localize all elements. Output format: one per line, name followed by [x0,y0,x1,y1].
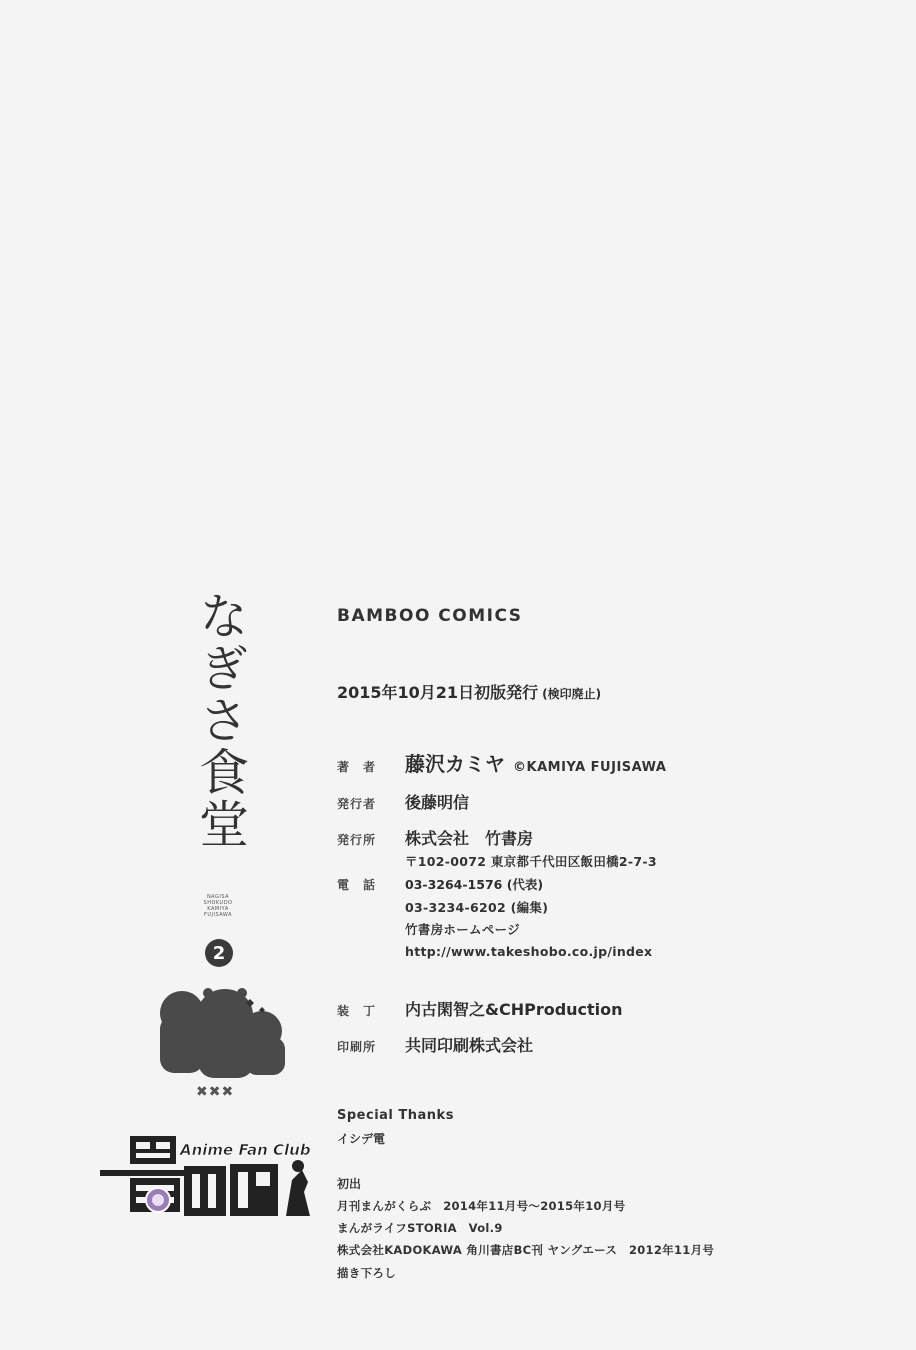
phone-label: 電 話 [337,878,377,892]
first-appearance-line: まんがライフSTORIA Vol.9 [337,1221,503,1235]
phone-edit: 03-3234-6202 (編集) [405,900,549,915]
author-label: 著 者 [337,760,377,774]
design-credit: 内古閑智之&CHProduction [405,1000,623,1019]
homepage-label: 竹書房ホームページ [405,922,520,937]
printer-name: 共同印刷株式会社 [405,1036,534,1055]
first-appearance-line: 株式会社KADOKAWA 角川書店BC刊 ヤングエース 2012年11月号 [337,1243,715,1257]
title-column [178,590,268,895]
fan-club-logo-icon [100,1130,330,1225]
phone-main: 03-3264-1576 (代表) [405,877,544,892]
romaji-line: FUJISAWA [204,912,232,918]
romaji-line: KAMIYA [207,906,229,912]
copyright-notice: ©KAMIYA FUJISAWA [513,760,667,775]
publisher-label: 発行所 [337,833,377,847]
series-name: BAMBOO COMICS [337,606,523,626]
publisher-person-row [337,790,469,813]
publisher-person-label: 発行者 [337,797,377,811]
fan-club-text: Anime Fan Club [180,1141,311,1159]
romaji-line: NAGISA [206,894,230,900]
design-row [337,997,623,1020]
publication-date-text: 2015年10月21日初版発行 [337,683,539,702]
first-appearance-heading: 初出 [337,1177,362,1191]
publisher-row [337,826,533,849]
author-row [337,748,666,777]
publication-date-note: (検印廃止) [542,687,602,701]
publisher-name: 株式会社 竹書房 [405,829,534,848]
special-thanks-heading: Special Thanks [337,1108,454,1123]
publisher-address: 〒102-0072 東京都千代田区飯田橋2-7-3 [405,854,657,869]
special-thanks-name: イシデ電 [337,1132,386,1146]
printer-label: 印刷所 [337,1040,377,1054]
characters-silhouette-icon [150,985,290,1080]
phone-row [337,875,543,893]
homepage-url: http://www.takeshobo.co.jp/index [405,944,653,959]
decorative-marks: ✖✖✖ [196,1084,235,1100]
printer-row [337,1033,533,1056]
design-label: 装 丁 [337,1004,377,1018]
author-name: 藤沢カミヤ [405,752,505,776]
first-appearance-line: 描き下ろし [337,1266,396,1280]
publisher-person-name: 後藤明信 [405,793,470,812]
romaji-line: SHOKUDO [203,900,233,906]
first-appearance-line: 月刊まんがくらぶ 2014年11月号～2015年10月号 [337,1199,626,1213]
publication-date [337,680,601,703]
volume-badge: 2 [205,939,233,967]
romaji-credit [188,894,248,918]
book-title-vertical: なぎさ食堂 [191,590,249,850]
